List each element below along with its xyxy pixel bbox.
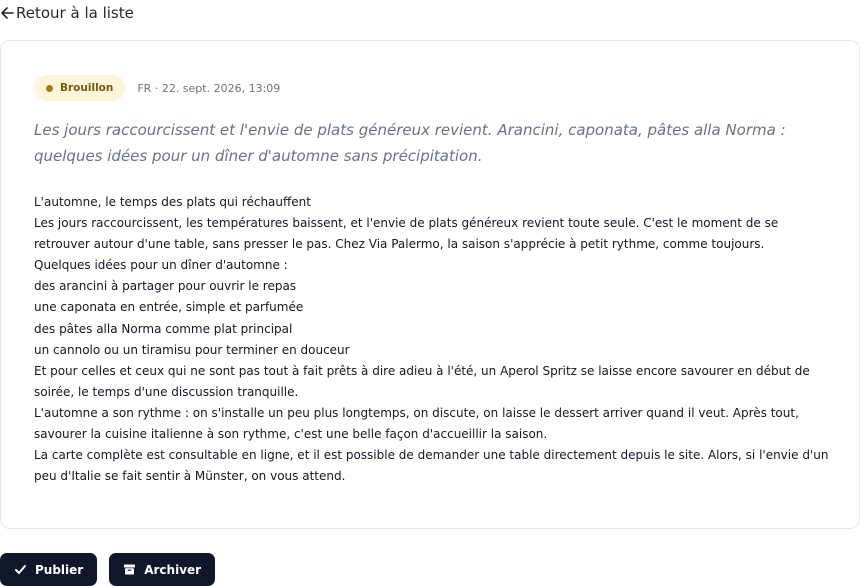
post-body-line: des pâtes alla Norma comme plat principal xyxy=(34,321,293,336)
back-to-list-link[interactable] xyxy=(0,3,134,23)
post-meta-row xyxy=(34,75,280,101)
post-body-line: Et pour celles et ceux qui ne sont pas tout à fait prêts à dire adieu à l'été, un Aperol Spritz se laisse encore savourer en début de soirée, le temps d'une discussion tranquille. xyxy=(34,363,810,399)
archive-button-label: Archiver xyxy=(144,562,202,577)
post-body-line: des arancini à partager pour ouvrir le repas xyxy=(34,279,297,294)
post-lead: Les jours raccourcissent et l'envie de plats généreux revient. Arancini, caponata, pâtes alla Norma : quelques idées pour un dîner d'automne sans précipitation. xyxy=(34,121,786,165)
post-meta: FR · 22. sept. 2026, 13:09 xyxy=(137,81,281,95)
post-body-line: Quelques idées pour un dîner d'automne : xyxy=(34,258,288,273)
post-body-line: une caponata en entrée, simple et parfumée xyxy=(34,300,304,315)
action-bar xyxy=(0,553,215,586)
post-body-line: L'automne, le temps des plats qui réchauffent xyxy=(34,195,311,209)
post-body-line: L'automne a son rythme : on s'installe un peu plus longtemps, on discute, on laisse le dessert arriver quand il veut. Après tout, savourer la cuisine italienne à son rythme, c'est une belle façon d'accueillir la saison. xyxy=(34,405,799,442)
arrow-left-icon xyxy=(0,6,14,20)
post-body-line: Les jours raccourcissent, les températures baissent, et l'envie de plats généreux revient toute seule. C'est le moment de se retrouver autour d'une table, sans presser le pas. Chez Via Palermo, la saison s'apprécie à petit rythme, comme toujours. xyxy=(34,216,779,252)
status-badge xyxy=(34,75,125,101)
archive-button[interactable] xyxy=(109,553,215,586)
status-dot-icon xyxy=(46,85,53,92)
publish-button-label: Publier xyxy=(35,562,84,577)
post-body-line: La carte complète est consultable en ligne, et il est possible de demander une table directement depuis le site. Alors, si l'envie d'un peu d'Italie se fait sentir à Münster, on vous attend. xyxy=(34,448,829,484)
publish-button[interactable] xyxy=(0,553,97,586)
back-link-label: Retour à la liste xyxy=(16,4,134,22)
status-badge-label: Brouillon xyxy=(60,82,114,94)
post-body-line: un cannolo ou un tiramisu pour terminer en douceur xyxy=(34,342,350,357)
post-body xyxy=(34,192,834,487)
check-icon xyxy=(14,563,27,576)
archive-box-icon xyxy=(123,563,136,576)
post-card xyxy=(0,40,860,529)
